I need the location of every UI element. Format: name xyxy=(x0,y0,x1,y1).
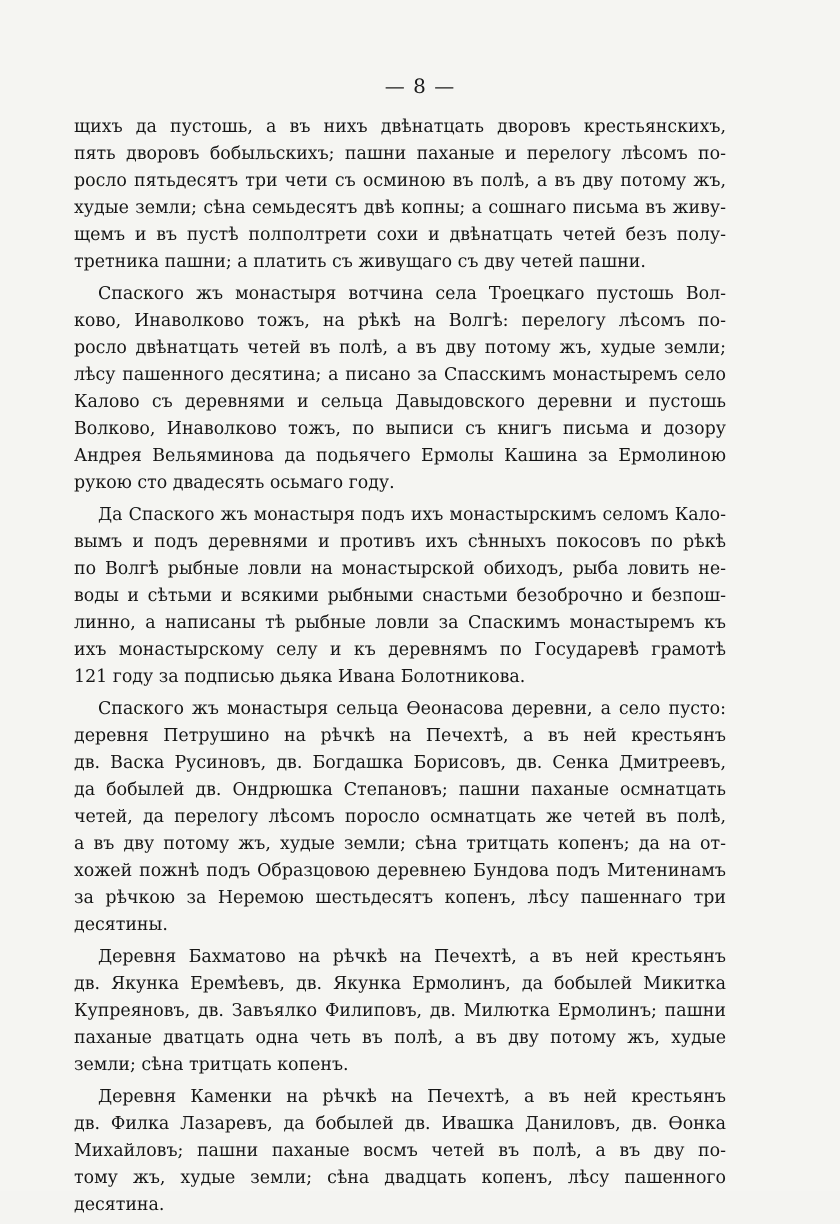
paragraph-1 xyxy=(74,114,726,276)
text-line: за рѣчкою за Неремою шестьдесятъ копенъ, лѣсу пашеннаго три xyxy=(74,888,726,908)
text-line: тому жъ, худые земли; сѣна двадцать копенъ, лѣсу пашенного xyxy=(74,1168,726,1188)
text-line: воды и сѣтьми и всякими рыбными снастьми безоброчно и безпош- xyxy=(74,586,726,606)
text-line: вымъ и подъ деревнями и противъ ихъ сѣнныхъ покосовъ по рѣкѣ xyxy=(74,532,726,552)
text-line: Калово съ деревнями и сельца Давыдовского деревни и пустошь xyxy=(74,392,726,412)
text-line: Деревня Бахматово на рѣчкѣ на Печехтѣ, а въ ней крестьянъ xyxy=(98,947,726,967)
text-line: лѣсу пашенного десятина; а писано за Спасскимъ монастыремъ село xyxy=(74,365,726,385)
text-line: щихъ да пустошь, а въ нихъ двѣнатцать дворовъ крестьянскихъ, xyxy=(74,117,726,137)
paragraph-5 xyxy=(74,944,726,1079)
text-line: дв. Васка Русиновъ, дв. Богдашка Борисовъ, дв. Сенка Дмитреевъ, xyxy=(74,753,726,773)
text-line: ихъ монастырскому селу и къ деревнямъ по Государевѣ грамотѣ xyxy=(74,640,726,660)
text-line: дв. Филка Лазаревъ, да бобылей дв. Ивашка Даниловъ, дв. Ѳонка xyxy=(74,1114,726,1134)
text-line: да бобылей дв. Ондрюшка Степановъ; пашни паханые осмнатцать xyxy=(74,780,726,800)
text-line: Волково, Инаволково тожъ, по выписи съ книгъ письма и дозору xyxy=(74,419,726,439)
text-line: Спаского жъ монастыря вотчина села Троецкаго пустошь Вол- xyxy=(98,284,726,304)
text-line: росло пятьдесятъ три чети съ осминою въ полѣ, а въ дву потому жъ, xyxy=(74,171,726,191)
text-line: а въ дву потому жъ, худые земли; сѣна тритцать копенъ; да на от- xyxy=(74,834,726,854)
page-number: — 8 — xyxy=(384,74,456,98)
text-line: линно, а написаны тѣ рыбные ловли за Спаскимъ монастыремъ къ xyxy=(74,613,726,633)
text-line: десятины. xyxy=(74,915,168,935)
text-line: Да Спаского жъ монастыря подъ ихъ монастырскимъ селомъ Кало- xyxy=(98,505,726,525)
text-line: рукою сто двадесять осьмаго году. xyxy=(74,473,395,493)
text-line: Купреяновъ, дв. Завъялко Филиповъ, дв. Милютка Ермолинъ; пашни xyxy=(74,1001,726,1021)
text-line: десятина. xyxy=(74,1195,165,1215)
text-line: земли; сѣна тритцать копенъ. xyxy=(74,1055,349,1075)
text-line: Андрея Вельяминова да подьячего Ермолы Кашина за Ермолиною xyxy=(74,446,726,466)
text-line: пять дворовъ бобыльскихъ; пашни паханые и перелогу лѣсомъ по- xyxy=(74,144,726,164)
text-line: щемъ и въ пустѣ полполтрети сохи и двѣнатцать четей безъ полу- xyxy=(74,225,726,245)
paragraph-2 xyxy=(74,281,726,497)
text-line: Спаского жъ монастыря сельца Ѳеонасова деревни, а село пусто: xyxy=(98,699,726,719)
text-line: дв. Якунка Еремѣевъ, дв. Якунка Ермолинъ, да бобылей Микитка xyxy=(74,974,726,994)
paragraph-3 xyxy=(74,502,726,691)
text-line: по Волгѣ рыбные ловли на монастырской обиходъ, рыба ловить не- xyxy=(74,559,726,579)
paragraph-6 xyxy=(74,1084,726,1219)
text-line: ково, Инаволково тожъ, на рѣкѣ на Волгѣ: перелогу лѣсомъ по- xyxy=(74,311,726,331)
paragraph-4 xyxy=(74,696,726,939)
text-line: Михайловъ; пашни паханые восмъ четей въ полѣ, а въ дву по- xyxy=(74,1141,726,1161)
text-line: третника пашни; а платить съ живущаго съ дву четей пашни. xyxy=(74,252,646,272)
text-line: хожей пожнѣ подъ Образцовою деревнею Бундова подъ Митенинамъ xyxy=(74,861,726,881)
text-line: паханые дватцать одна четь въ полѣ, а въ дву потому жъ, худые xyxy=(74,1028,726,1048)
text-line: деревня Петрушино на рѣчкѣ на Печехтѣ, а въ ней крестьянъ xyxy=(74,726,726,746)
text-line: худые земли; сѣна семьдесятъ двѣ копны; а сошнаго письма въ живу- xyxy=(74,198,726,218)
text-line: росло двѣнатцать четей въ полѣ, а въ дву потому жъ, худые земли; xyxy=(74,338,726,358)
text-line: 121 году за подписью дьяка Ивана Болотникова. xyxy=(74,667,526,687)
text-line: Деревня Каменки на рѣчкѣ на Печехтѣ, а въ ней крестьянъ xyxy=(98,1087,726,1107)
document-body xyxy=(74,114,726,1224)
text-line: четей, да перелогу лѣсомъ поросло осмнатцать же четей въ полѣ, xyxy=(74,807,726,827)
